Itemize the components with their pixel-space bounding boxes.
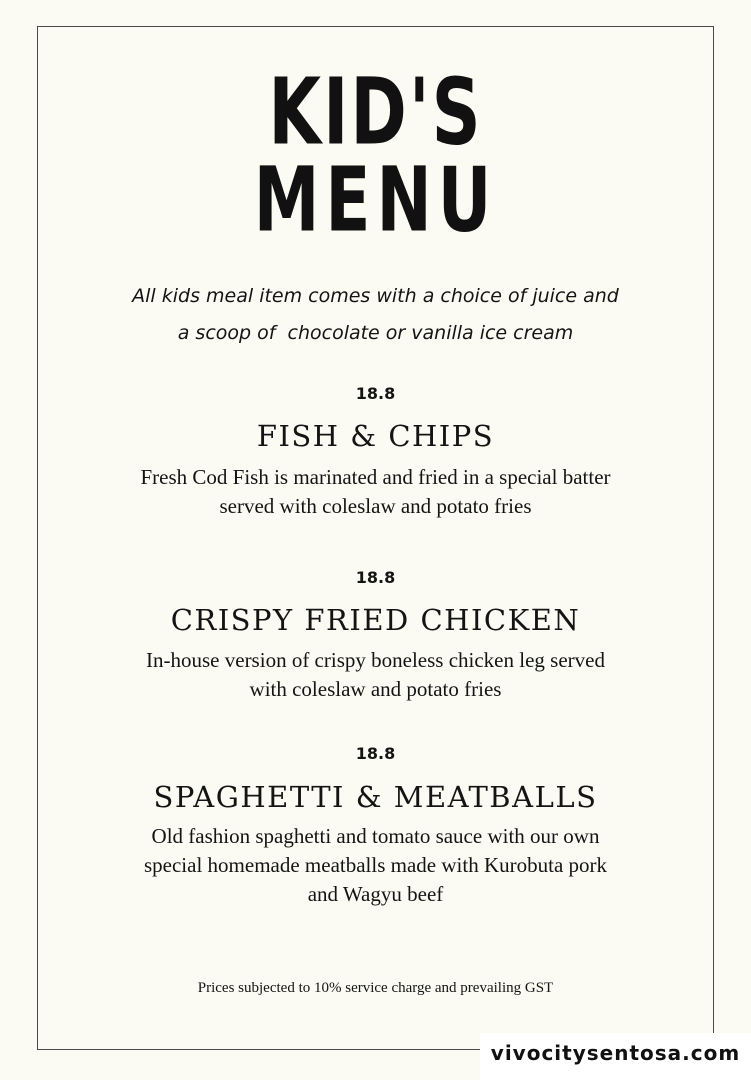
item-description: In-house version of crispy boneless chicken leg served with coleslaw and potato fries bbox=[146, 648, 605, 701]
menu-title-line2: MENU bbox=[253, 148, 498, 252]
item-price: 18.8 bbox=[355, 384, 396, 403]
menu-title-line1: KID'S bbox=[268, 60, 483, 167]
intro-line2: a scoop of chocolate or vanilla ice cream bbox=[177, 322, 574, 344]
item-name: FISH & CHIPS bbox=[256, 419, 495, 453]
service-charge-note: Prices subjected to 10% service charge and prevailing GST bbox=[197, 980, 554, 996]
item-name: CRISPY FRIED CHICKEN bbox=[170, 603, 581, 637]
item-description: Old fashion spaghetti and tomato sauce with our own special homemade meatballs made with Kurobuta pork and Wagyu beef bbox=[143, 824, 608, 906]
item-price: 18.8 bbox=[355, 744, 396, 763]
item-name: SPAGHETTI & MEATBALLS bbox=[153, 780, 598, 814]
intro-text bbox=[0, 278, 751, 352]
item-price: 18.8 bbox=[355, 568, 396, 587]
item-description: Fresh Cod Fish is marinated and fried in a special batter served with coleslaw and potato fries bbox=[140, 465, 611, 518]
site-watermark: vivocitysentosa.com bbox=[480, 1033, 751, 1080]
intro-line1: All kids meal item comes with a choice of juice and bbox=[132, 285, 619, 307]
